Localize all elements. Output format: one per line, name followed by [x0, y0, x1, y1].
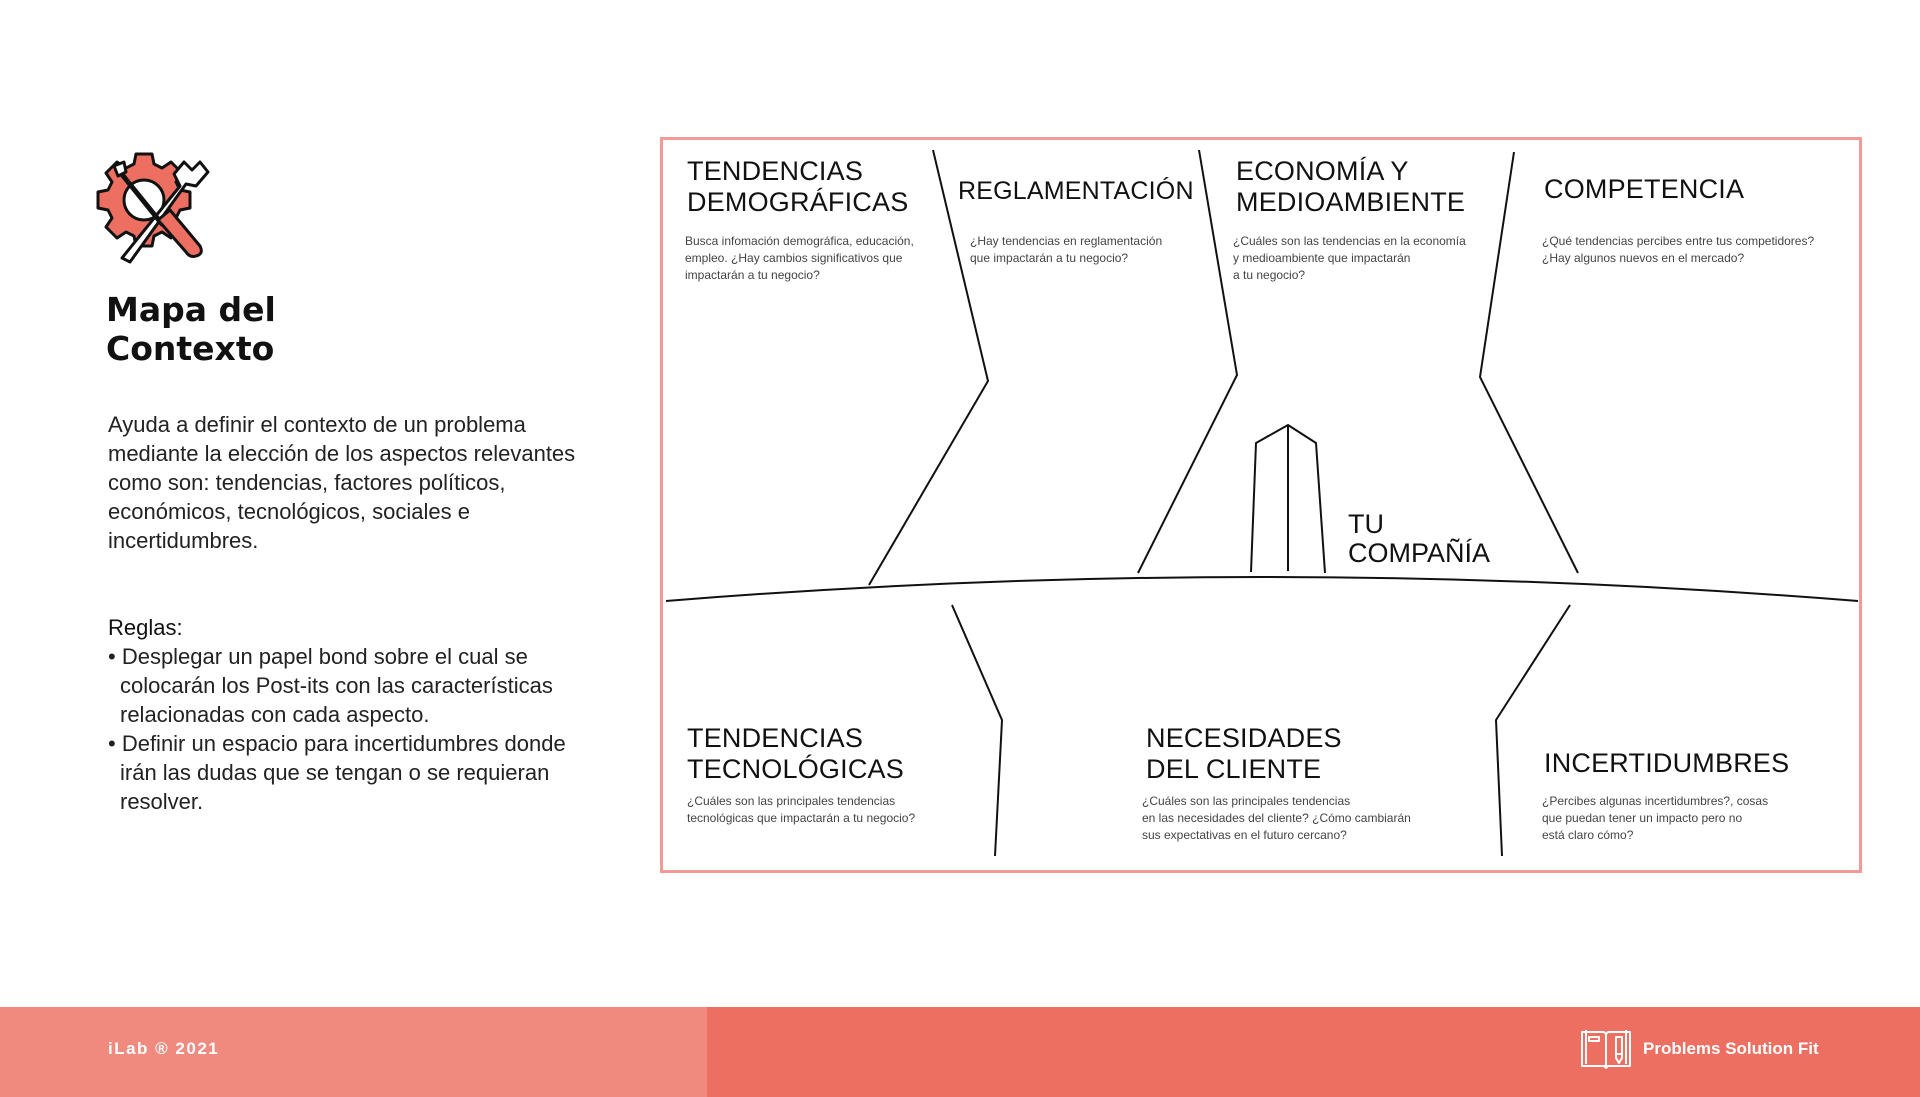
- section-title-competencia: COMPETENCIA: [1544, 174, 1745, 204]
- section-desc-incertidumbres: ¿Percibes algunas incertidumbres?, cosas que puedan tener un impacto pero no está claro cómo?: [1542, 794, 1769, 842]
- section-title-demograficas: TENDENCIAS DEMOGRÁFICAS: [687, 156, 909, 217]
- section-title-incertidumbres: INCERTIDUMBRES: [1544, 748, 1790, 778]
- section-desc-tecnologicas: ¿Cuáles son las principales tendencias tecnológicas que impactarán a tu negocio?: [687, 794, 916, 825]
- context-map: [660, 137, 1862, 873]
- section-title-reglamentacion: REGLAMENTACIÓN: [958, 177, 1194, 205]
- rules-heading: Reglas:: [108, 615, 183, 640]
- rules-list: [108, 642, 588, 816]
- page-title: Mapa del Contexto: [106, 290, 276, 368]
- section-title-tecnologicas: TENDENCIAS TECNOLÓGICAS: [687, 723, 904, 784]
- company-label: TU COMPAÑÍA: [1348, 509, 1491, 568]
- section-title-necesidades: NECESIDADES DEL CLIENTE: [1146, 723, 1342, 784]
- section-desc-necesidades: ¿Cuáles son las principales tendencias en las necesidades del cliente? ¿Cómo cambiarán sus expectativas en el futuro cercano?: [1142, 794, 1411, 842]
- footer-product: Problems Solution Fit: [1643, 1039, 1819, 1058]
- rule-item: • Desplegar un papel bond sobre el cual se colocarán los Post-its con las características relacionadas con cada aspecto.: [108, 644, 553, 727]
- page-description: Ayuda a definir el contexto de un problema mediante la elección de los aspectos relevantes como son: tendencias, factores políticos, económicos, tecnológicos, sociales e incertidumbres.: [108, 412, 576, 553]
- book-pencil-icon: [1580, 1028, 1632, 1070]
- gear-wrench-screwdriver-icon: [96, 150, 220, 270]
- footer-left-bar: [0, 1007, 707, 1097]
- section-desc-demograficas: Busca infomación demográfica, educación, empleo. ¿Hay cambios significativos que impactarán a tu negocio?: [685, 234, 914, 282]
- footer-brand: iLab ® 2021: [108, 1039, 220, 1058]
- rule-item: • Definir un espacio para incertidumbres donde irán las dudas que se tengan o se requieran resolver.: [108, 731, 566, 814]
- section-title-economia: ECONOMÍA Y MEDIOAMBIENTE: [1236, 156, 1466, 217]
- section-desc-reglamentacion: ¿Hay tendencias en reglamentación que impactarán a tu negocio?: [970, 234, 1163, 265]
- section-desc-competencia: ¿Qué tendencias percibes entre tus competidores? ¿Hay algunos nuevos en el mercado?: [1542, 234, 1815, 265]
- section-desc-economia: ¿Cuáles son las tendencias en la economía y medioambiente que impactarán a tu negocio?: [1233, 234, 1466, 282]
